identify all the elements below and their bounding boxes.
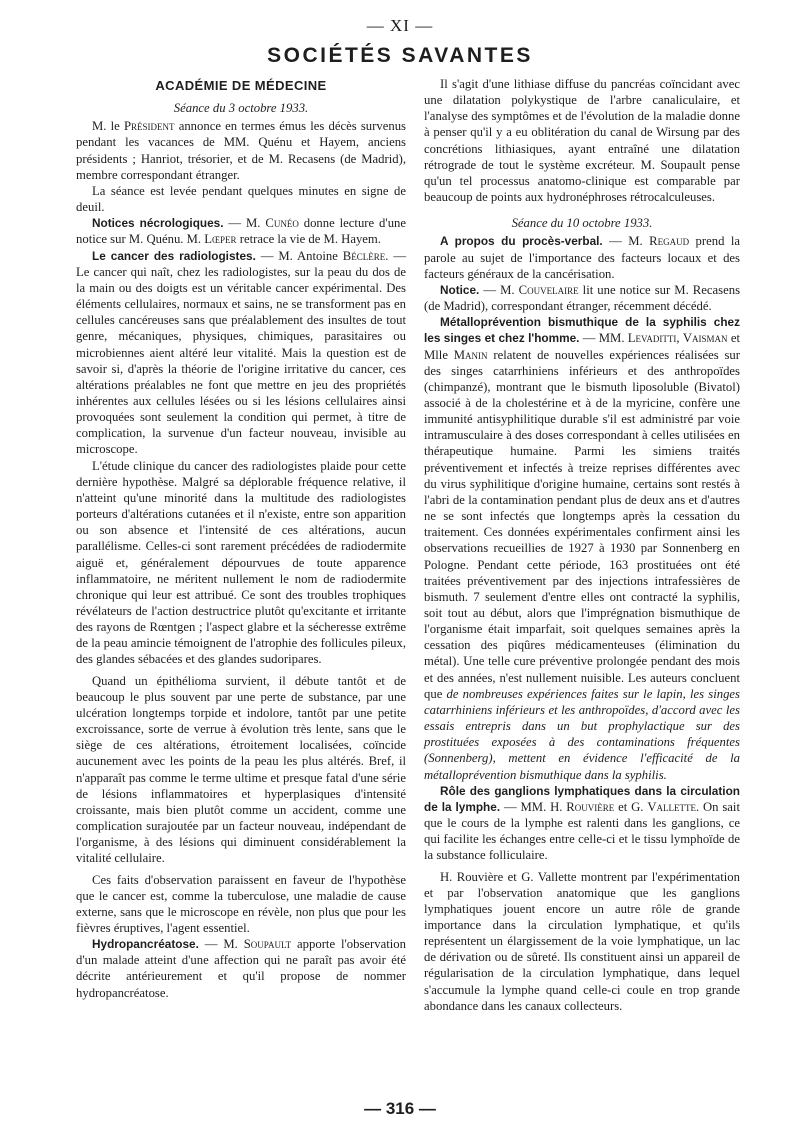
text: — M. xyxy=(602,234,650,249)
paragraph xyxy=(76,118,406,183)
text: apporte l'observation d'un malade atteint d'une affection qui ne paraît pas avoir été décrite antérieurement et qu'il propose de nommer hydropancréatose. xyxy=(76,937,406,1000)
text: prend la parole au sujet de l'importance des facteurs locaux et des facteurs généraux de la cancérisation. xyxy=(424,234,741,281)
left-column xyxy=(76,76,406,1001)
text: relatent de nouvelles expériences réalisées sur des singes catarrhiniens inférieurs et des anthropoïdes (chimpanzé), montrant que le bismuth liposoluble (Bivatol) associé à de la cholestérine et à de la myricine, confère une immunité antisyphilitique durable s'il est administré par voie intramusculaire à des doses correspondant à celles utilisées en thérapeutique humaine. Parmi les simiens traités préventivement et infectés à treize reprises différentes avec du virus syphilitique d'origine humaine, certains sont restés à l'abri de la contamination pendant plus de deux ans et d'autres ne se sont infectés que longtemps après la cessation du traitement. Ces données expérimentales confirment ainsi les observations recueillies de 1927 à 1930 par Sonnenberg en Pologne. Pendant cette période, 163 prostituées ont été traitées préventivement par des injections intrafessières de bismuth. 7 seulement d'entre elles ont contracté la syphilis, soit tout au début, alors que l'imprégnation bismuthique de l'organisme était imparfait, soit quelques semaines après la cessation des piqûres médicamenteuses (élimination du métal). Une telle cure préventive prolongée pendant des mois et des années, n'est nullement nuisible. Les auteurs concluent que xyxy=(424,347,740,701)
running-head: — XI — xyxy=(366,16,434,35)
text: — MM. H. xyxy=(500,799,567,814)
paragraph: Quand un épithélioma survient, il débute tantôt et de beaucoup le plus souvent par une perte de substance, par une ulcération longtemps torpide et indolore, tantôt par une petite excroissance, sorte de verrue à évolution très lente, sans que le siège de ces altérations, étroitement localisées, coïncide aucunement avec les points de la peau les plus altérés. Bref, il n'apparaît pas comme le terme ultime et presque fatal d'une série de lésions inflammatoires et hyperplasiques d'intensité croissante, mais bien plutôt comme un accident, comme une complication surajoutée par un facteur nouveau, indépendant de l'organisme, à des lésions qui diminuent considérablement la vitalité cellulaire. xyxy=(76,673,406,866)
paragraph xyxy=(424,233,740,281)
right-column xyxy=(424,76,740,1014)
name-smallcaps: Couvelaire xyxy=(518,282,579,297)
paragraph: Il s'agit d'une lithiase diffuse du pancréas coïncidant avec une dilatation polykystique de l'arbre canaliculaire, et l'analyse des symptômes et de l'évolution de la maladie donne à penser qu'il y a eu oblitération du canal de Wirsung par des concrétions lithiasiques, ayant entraîné une dilatation rétrograde de tout le système excréteur. M. Soupault pense qu'un tel processus anatomo-clinique est comparable par beaucoup de points aux hydronéphroses rétrocalculeuses. xyxy=(424,77,740,205)
text: — M. Antoine xyxy=(255,248,343,263)
page-number: — 316 — xyxy=(364,1099,436,1118)
paragraph: H. Rouvière et G. Vallette montrent par l'expérimentation et par l'observation anatomique que les ganglions lymphatiques jouent encore un autre rôle de grande importance dans la circulation lymphatique, et qu'ils représentent un élargissement de la voie lymphatique, un lac de dérivation ou de sûreté. Ils constituent ainsi un appareil de régularisation de la circulation lymphatique, dans lequel s'accumule la lymphe quand celle-ci coule en trop grande abondance dans les canaux collecteurs. xyxy=(424,869,740,1013)
paragraph xyxy=(76,248,406,458)
paragraph xyxy=(76,936,406,1001)
italic-conclusion: de nombreuses expériences faites sur le lapin, les singes catarrhiniens inférieurs et les anthropoïdes, d'accord avec les essais entrepris dans un but prophylactique sur des prostituées exposées à des contaminations fréquentes (Sonnenberg), mettent en évidence l'efficacité de la métalloprévention bismuthique dans la syphilis. xyxy=(424,686,740,782)
entry-heading: A propos du procès-verbal. xyxy=(440,234,603,249)
name-smallcaps: Levaditti xyxy=(627,331,677,346)
paragraph xyxy=(424,282,740,314)
entry-heading: Notice. xyxy=(440,282,480,297)
text: — M. xyxy=(198,937,244,952)
entry-heading: Notices nécrologiques. xyxy=(92,216,224,231)
seance-date-1: Séance du 3 octobre 1933. xyxy=(173,101,309,116)
name-smallcaps: Vaisman xyxy=(682,331,728,346)
text: donne lecture d'une notice sur M. Quénu. M. xyxy=(76,216,407,247)
main-title: SOCIÉTÉS SAVANTES xyxy=(267,44,533,67)
name-smallcaps: Regaud xyxy=(649,234,690,249)
text: , xyxy=(676,331,683,346)
text: . — Le cancer qui naît, chez les radiologistes, sur la peau du dos de la main ou des doigts est un véritable cancer expérimental. Des éléments cellulaires, normaux et sains, ne se transforment pas en cellules cancéreuses sans que préalablement des insultes de tout genre, mécaniques, physiques, chimiques, parasitaires ou microbiennes aient altéré leur vitalité. Mais la question est de savoir si, d'après la théorie de l'origine irritative du cancer, ces altérations préalables ne font que mettre en jeu des propriétés inhérentes aux cellules lésées ou si les lésions cellulaires ainsi provoquées sont seulement la condition qui permet, à titre de complication, la survenue d'un facteur nouveau, invisible au microscope. xyxy=(76,248,407,457)
text: . On sait que le cours de la lymphe est ralenti dans les ganglions, ce qui facilite les échanges entre celle-ci et le tissu lymphoïde de la substance folliculaire. xyxy=(424,799,740,863)
paragraph xyxy=(76,215,406,247)
name-smallcaps: Vallette xyxy=(647,799,696,814)
paragraph: L'étude clinique du cancer des radiologistes plaide pour cette dernière hypothèse. Malgré sa déplorable fréquence relative, il n'atteint qu'une minorité dans la multitude des radiologistes porteurs d'altérations cutanées et il n'existe, entre son apparition ou son absence et l'intensité de ces altérations, aucun parallélisme. Celles-ci sont rarement précédées de radiodermite aiguë et, généralement dépourvues de toute apparence inflammatoire, ne méritent nullement le nom de radiodermite chronique qui leur est attribué. Ce sont des troubles trophiques révélateurs de l'action destructrice plutôt qu'excitante et irritante des rayons de Rœntgen ; l'aspect glabre et la sécheresse extrême de la peau amincie témoignent de l'atrophie des follicules pileux, des glandes sébacées et des glandes sudoripares. xyxy=(76,458,406,667)
paragraph xyxy=(424,783,740,864)
name-smallcaps: Soupault xyxy=(243,937,292,952)
text: et Mlle xyxy=(424,331,740,362)
name-smallcaps: Rouvière xyxy=(566,799,615,814)
text: M. le xyxy=(92,119,124,134)
entry-heading: Le cancer des radiologistes. xyxy=(92,248,256,263)
entry-heading: Rôle des ganglions lymphatiques dans la circulation de la lymphe. xyxy=(424,783,740,814)
name-smallcaps: Lœper xyxy=(204,232,237,247)
entry-heading: Hydropancréatose. xyxy=(92,937,199,952)
paragraph xyxy=(424,314,740,783)
text: et G. xyxy=(614,799,648,814)
name-smallcaps: Béclère xyxy=(342,248,386,263)
text: — M. xyxy=(479,282,519,297)
text: retrace la vie de M. Hayem. xyxy=(236,232,381,247)
paragraph: Ces faits d'observation paraissent en faveur de l'hypothèse que le cancer est, comme la tuberculose, une maladie de cause externe, sans que le microscope en révèle, non plus que pour les fièvres éruptives, l'agent essentiel. xyxy=(76,872,406,935)
entry-heading: Métalloprévention bismuthique de la syphilis chez les singes et chez l'homme. xyxy=(424,315,740,346)
text: — MM. xyxy=(579,331,628,346)
section-title: ACADÉMIE DE MÉDECINE xyxy=(155,78,327,93)
name-smallcaps: Cunéo xyxy=(265,216,299,231)
name-smallcaps: Président xyxy=(123,119,175,134)
seance-date-2: Séance du 10 octobre 1933. xyxy=(511,216,653,231)
text: annonce en termes émus les décès survenus pendant les vacances de MM. Quénu et Hayem, anciens présidents ; Hanriot, trésorier, et de M. Recasens (de Madrid), membre correspondant étranger. xyxy=(76,119,406,182)
paragraph: La séance est levée pendant quelques minutes en signe de deuil. xyxy=(76,183,406,215)
text: lit une notice sur M. Recasens (de Madrid), correspondant étranger, récemment décédé. xyxy=(424,282,741,314)
name-smallcaps: Manin xyxy=(453,347,488,362)
text: — M. xyxy=(223,216,266,231)
